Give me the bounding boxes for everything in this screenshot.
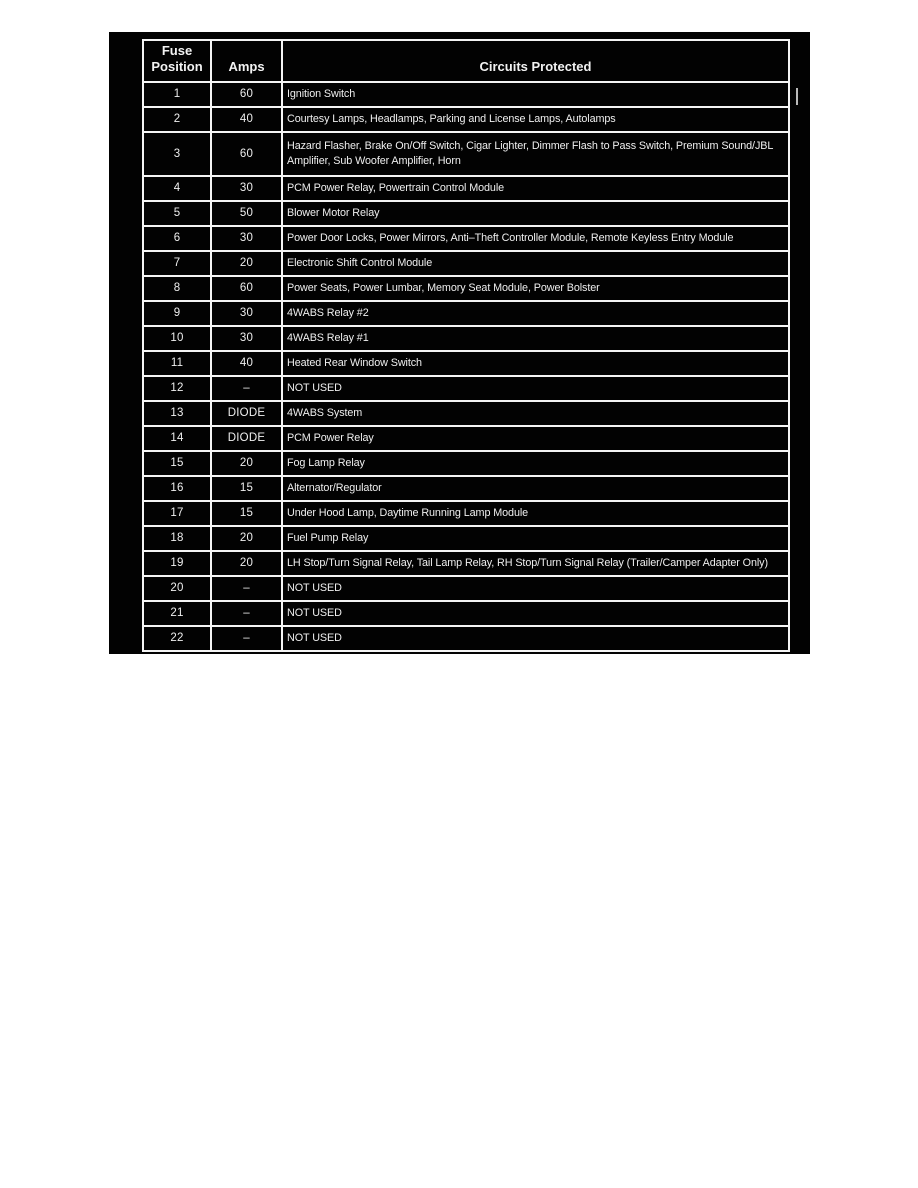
amps-cell: 60	[211, 276, 282, 301]
fuse-panel-scan	[109, 32, 810, 654]
fuse-position-cell: 18	[143, 526, 211, 551]
amps-cell: –	[211, 576, 282, 601]
header-fuse-position: Fuse Position	[143, 40, 211, 82]
amps-cell: 20	[211, 526, 282, 551]
fuse-position-cell: 10	[143, 326, 211, 351]
circuits-cell: Alternator/Regulator	[282, 476, 789, 501]
fuse-row-14	[143, 426, 789, 451]
fuse-row-3	[143, 132, 789, 176]
amps-cell: DIODE	[211, 401, 282, 426]
circuits-cell: Electronic Shift Control Module	[282, 251, 789, 276]
circuits-cell: 4WABS System	[282, 401, 789, 426]
fuse-row-10	[143, 326, 789, 351]
fuse-position-cell: 13	[143, 401, 211, 426]
table-body	[143, 82, 789, 651]
fuse-position-cell: 6	[143, 226, 211, 251]
circuits-cell: Blower Motor Relay	[282, 201, 789, 226]
circuits-cell: LH Stop/Turn Signal Relay, Tail Lamp Relay, RH Stop/Turn Signal Relay (Trailer/Camper Adapter Only)	[282, 551, 789, 576]
amps-cell: 30	[211, 226, 282, 251]
fuse-row-18	[143, 526, 789, 551]
fuse-row-6	[143, 226, 789, 251]
fuse-position-cell: 5	[143, 201, 211, 226]
fuse-row-17	[143, 501, 789, 526]
amps-cell: 30	[211, 301, 282, 326]
header-circuits-protected: Circuits Protected	[282, 40, 789, 82]
fuse-position-cell: 1	[143, 82, 211, 107]
fuse-row-22	[143, 626, 789, 651]
circuits-cell: Power Door Locks, Power Mirrors, Anti–Theft Controller Module, Remote Keyless Entry Module	[282, 226, 789, 251]
amps-cell: –	[211, 376, 282, 401]
circuits-cell: Hazard Flasher, Brake On/Off Switch, Cigar Lighter, Dimmer Flash to Pass Switch, Premium Sound/JBL Amplifier, Sub Woofer Amplifier, Horn	[282, 132, 789, 176]
fuse-position-cell: 7	[143, 251, 211, 276]
header-amps: Amps	[211, 40, 282, 82]
fuse-row-2	[143, 107, 789, 132]
fuse-row-11	[143, 351, 789, 376]
fuse-position-cell: 3	[143, 132, 211, 176]
amps-cell: 40	[211, 351, 282, 376]
fuse-position-cell: 11	[143, 351, 211, 376]
fuse-table	[142, 39, 790, 652]
fuse-position-cell: 15	[143, 451, 211, 476]
fuse-position-cell: 9	[143, 301, 211, 326]
fuse-position-cell: 12	[143, 376, 211, 401]
scan-artifact	[796, 88, 798, 105]
amps-cell: 50	[211, 201, 282, 226]
fuse-row-20	[143, 576, 789, 601]
fuse-row-12	[143, 376, 789, 401]
circuits-cell: Fog Lamp Relay	[282, 451, 789, 476]
circuits-cell: Courtesy Lamps, Headlamps, Parking and License Lamps, Autolamps	[282, 107, 789, 132]
circuits-cell: PCM Power Relay, Powertrain Control Module	[282, 176, 789, 201]
circuits-cell: NOT USED	[282, 601, 789, 626]
fuse-position-cell: 20	[143, 576, 211, 601]
circuits-cell: Under Hood Lamp, Daytime Running Lamp Module	[282, 501, 789, 526]
circuits-cell: 4WABS Relay #1	[282, 326, 789, 351]
fuse-position-cell: 4	[143, 176, 211, 201]
amps-cell: 40	[211, 107, 282, 132]
circuits-cell: Ignition Switch	[282, 82, 789, 107]
fuse-row-8	[143, 276, 789, 301]
amps-cell: 20	[211, 551, 282, 576]
amps-cell: 15	[211, 476, 282, 501]
fuse-position-cell: 19	[143, 551, 211, 576]
amps-cell: 15	[211, 501, 282, 526]
fuse-row-7	[143, 251, 789, 276]
amps-cell: –	[211, 601, 282, 626]
table-header	[143, 40, 789, 82]
fuse-row-4	[143, 176, 789, 201]
fuse-position-cell: 22	[143, 626, 211, 651]
fuse-position-cell: 16	[143, 476, 211, 501]
fuse-position-cell: 17	[143, 501, 211, 526]
fuse-row-19	[143, 551, 789, 576]
circuits-cell: 4WABS Relay #2	[282, 301, 789, 326]
fuse-row-5	[143, 201, 789, 226]
amps-cell: –	[211, 626, 282, 651]
circuits-cell: NOT USED	[282, 576, 789, 601]
amps-cell: 60	[211, 132, 282, 176]
table-header-row	[143, 40, 789, 82]
fuse-row-1	[143, 82, 789, 107]
fuse-row-15	[143, 451, 789, 476]
amps-cell: 20	[211, 451, 282, 476]
fuse-position-cell: 8	[143, 276, 211, 301]
circuits-cell: NOT USED	[282, 626, 789, 651]
amps-cell: 60	[211, 82, 282, 107]
circuits-cell: Power Seats, Power Lumbar, Memory Seat Module, Power Bolster	[282, 276, 789, 301]
fuse-row-21	[143, 601, 789, 626]
fuse-position-cell: 2	[143, 107, 211, 132]
circuits-cell: NOT USED	[282, 376, 789, 401]
circuits-cell: Heated Rear Window Switch	[282, 351, 789, 376]
fuse-row-9	[143, 301, 789, 326]
fuse-position-cell: 21	[143, 601, 211, 626]
amps-cell: 30	[211, 326, 282, 351]
amps-cell: DIODE	[211, 426, 282, 451]
amps-cell: 30	[211, 176, 282, 201]
circuits-cell: PCM Power Relay	[282, 426, 789, 451]
fuse-position-cell: 14	[143, 426, 211, 451]
amps-cell: 20	[211, 251, 282, 276]
fuse-row-16	[143, 476, 789, 501]
fuse-row-13	[143, 401, 789, 426]
circuits-cell: Fuel Pump Relay	[282, 526, 789, 551]
